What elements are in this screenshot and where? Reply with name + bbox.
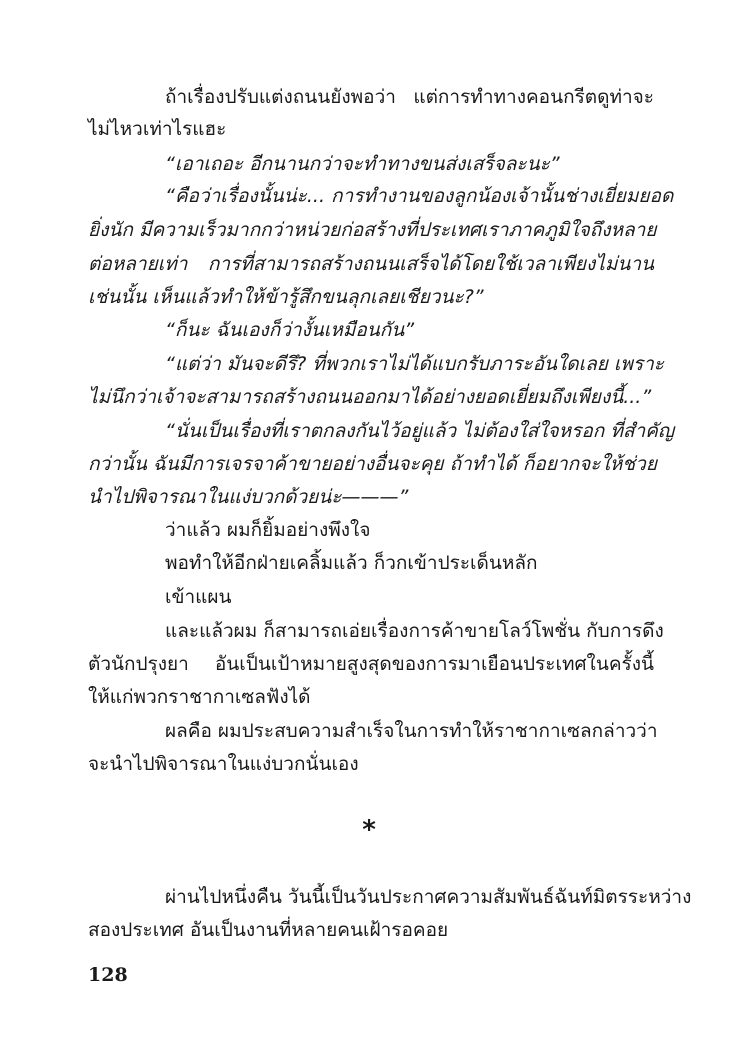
paragraph-line: ผลคือ ผมประสบความสำเร็จในการทำให้ราชากาเซลกล่าวว่า: [165, 720, 658, 742]
paragraph-line: เข้าแผน: [165, 586, 232, 608]
page-number: 128: [88, 964, 128, 986]
paragraph-line: ถ้าเรื่องปรับแต่งถนนยังพอว่า แต่การทำทางคอนกรีตดูท่าจะ: [165, 86, 654, 108]
dialogue-line: กว่านั้น ฉันมีการเจรจาค้าขายอย่างอื่นจะคุย ถ้าทำได้ ก็อยากจะให้ช่วย: [88, 453, 657, 475]
dialogue-line: “เอาเถอะ อีกนานกว่าจะทำทางขนส่งเสร็จละนะ”: [165, 153, 560, 175]
dialogue-line: “นั่นเป็นเรื่องที่เราตกลงกันไว้อยู่แล้ว ไม่ต้องใส่ใจหรอก ที่สำคัญ: [165, 420, 675, 442]
dialogue-line: ต่อหลายเท่า การที่สามารถสร้างถนนเสร็จได้โดยใช้เวลาเพียงไม่นาน: [88, 253, 654, 275]
dialogue-line: “คือว่าเรื่องนั้นน่ะ... การทำงานของลูกน้องเจ้านั้นช่างเยี่ยมยอด: [165, 185, 674, 207]
dialogue-line: “ก็นะ ฉันเองก็ว่างั้นเหมือนกัน”: [165, 319, 415, 341]
section-separator: *: [362, 815, 376, 845]
paragraph-line: ว่าแล้ว ผมก็ยิ้มอย่างพึงใจ: [165, 519, 371, 541]
paragraph-line: และแล้วผม ก็สามารถเอ่ยเรื่องการค้าขายโลว์โพชั่น กับการดึง: [165, 620, 664, 642]
paragraph-line: พอทำให้อีกฝ่ายเคลิ้มแล้ว ก็วกเข้าประเด็นหลัก: [165, 552, 538, 574]
paragraph-line: ตัวนักปรุงยา อันเป็นเป้าหมายสูงสุดของการมาเยือนประเทศในครั้งนี้: [88, 653, 654, 675]
dialogue-line: นำไปพิจารณาในแง่บวกด้วยน่ะ———”: [88, 486, 409, 508]
dialogue-line: ยิ่งนัก มีความเร็วมากกว่าหน่วยก่อสร้างที่ประเทศเราภาคภูมิใจถึงหลาย: [88, 219, 657, 241]
paragraph-line: ไม่ไหวเท่าไรแฮะ: [88, 118, 227, 140]
paragraph-line: จะนำไปพิจารณาในแง่บวกนั่นเอง: [88, 753, 359, 775]
dialogue-line: ไม่นึกว่าเจ้าจะสามารถสร้างถนนออกมาได้อย่างยอดเยี่ยมถึงเพียงนี้...”: [88, 386, 652, 408]
paragraph-line: ให้แก่พวกราชากาเซลฟังได้: [88, 686, 311, 708]
dialogue-line: เช่นนั้น เห็นแล้วทำให้ข้ารู้สึกขนลุกเลยเชียวนะ?”: [88, 286, 484, 308]
paragraph-line: ผ่านไปหนึ่งคืน วันนี้เป็นวันประกาศความสัมพันธ์ฉันท์มิตรระหว่าง: [165, 886, 692, 908]
paragraph-line: สองประเทศ อันเป็นงานที่หลายคนเฝ้ารอคอย: [88, 919, 449, 941]
dialogue-line: “แต่ว่า มันจะดีรึ? ที่พวกเราไม่ได้แบกรับภาระอันใดเลย เพราะ: [165, 353, 664, 375]
